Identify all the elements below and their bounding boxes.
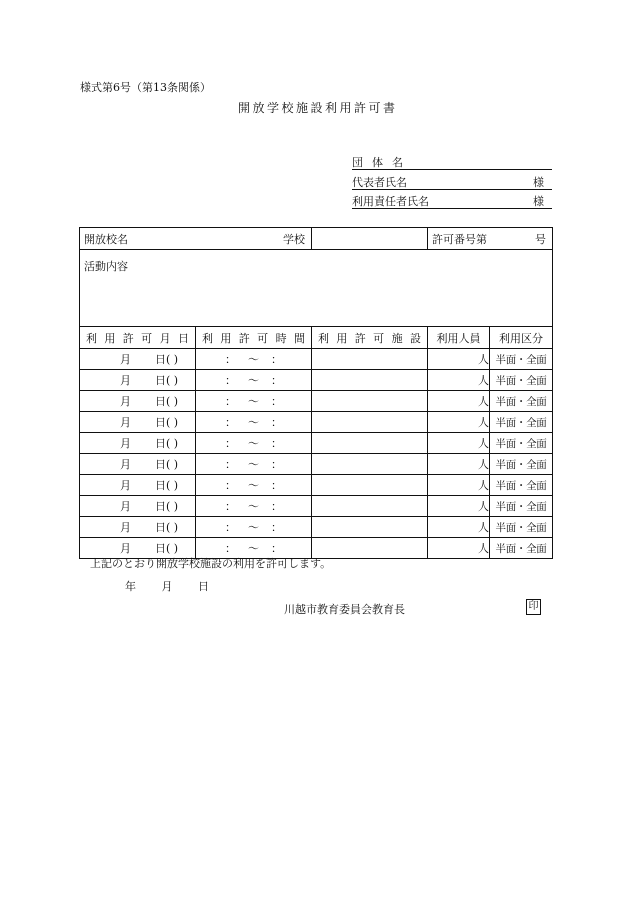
day-label: 日( ) — [155, 458, 179, 471]
blank-cell — [312, 228, 428, 250]
day-label: 日( ) — [155, 521, 179, 534]
month-label: 月 — [120, 416, 131, 429]
people-cell: 人 — [428, 412, 490, 433]
header-char: 許 — [354, 331, 366, 345]
day-label: 日( ) — [155, 395, 179, 408]
time-separator: ～ — [248, 479, 259, 492]
permit-table — [79, 227, 553, 559]
time-cell — [196, 433, 312, 454]
schedule-row — [80, 433, 553, 454]
date-parts — [80, 393, 195, 409]
date-cell — [80, 433, 196, 454]
time-parts — [196, 435, 311, 451]
people-cell: 人 — [428, 475, 490, 496]
time-start-colon: ： — [225, 395, 236, 408]
date-parts — [80, 372, 195, 388]
usage-cell: 半面・全面 — [490, 370, 553, 391]
schedule-row — [80, 349, 553, 370]
responsible-name-label: 利用責任者氏名 — [352, 195, 429, 208]
date-cell — [80, 370, 196, 391]
facility-cell — [312, 433, 428, 454]
header-char: 用 — [220, 331, 232, 345]
facility-cell — [312, 475, 428, 496]
time-end-colon: ： — [271, 500, 282, 513]
usage-cell: 半面・全面 — [490, 454, 553, 475]
honorific: 様 — [533, 176, 544, 189]
month-label: 月 — [120, 437, 131, 450]
day-label: 日( ) — [155, 353, 179, 366]
time-end-colon: ： — [271, 374, 282, 387]
header-facility — [312, 327, 428, 349]
header-char: 時 — [275, 331, 287, 345]
header-char: 可 — [141, 331, 153, 345]
time-separator: ～ — [248, 521, 259, 534]
month-label: 月 — [120, 521, 131, 534]
time-cell — [196, 349, 312, 370]
time-parts — [196, 456, 311, 472]
date-parts — [80, 540, 195, 556]
schedule-row — [80, 496, 553, 517]
facility-cell — [312, 517, 428, 538]
school-row — [80, 228, 553, 250]
day-label: 日( ) — [155, 416, 179, 429]
month-label: 月 — [120, 479, 131, 492]
time-separator: ～ — [248, 353, 259, 366]
activity-cell — [80, 250, 553, 327]
recipient-group-line — [352, 153, 552, 170]
day-label: 日( ) — [155, 500, 179, 513]
permit-number-cell — [428, 228, 553, 250]
time-start-colon: ： — [225, 500, 236, 513]
time-parts — [196, 519, 311, 535]
time-cell — [196, 475, 312, 496]
time-cell — [196, 370, 312, 391]
header-char: 日 — [177, 331, 189, 345]
school-name-label: 開放校名 — [84, 232, 128, 246]
time-separator: ～ — [248, 374, 259, 387]
usage-cell: 半面・全面 — [490, 391, 553, 412]
month-label: 月 — [120, 458, 131, 471]
seal-mark: 印 — [526, 599, 541, 615]
header-char: 許 — [122, 331, 134, 345]
time-end-colon: ： — [271, 458, 282, 471]
representative-name-label: 代表者氏名 — [352, 176, 407, 189]
time-cell — [196, 391, 312, 412]
month-label: 月 — [120, 395, 131, 408]
people-cell: 人 — [428, 538, 490, 559]
document-title: 開放学校施設利用許可書 — [238, 101, 398, 115]
issuer-name: 川越市教育委員会教育長 — [284, 603, 405, 616]
header-people: 利用人員 — [428, 327, 490, 349]
time-separator: ～ — [248, 395, 259, 408]
header-char: 利 — [318, 331, 329, 345]
usage-cell: 半面・全面 — [490, 475, 553, 496]
usage-cell: 半面・全面 — [490, 496, 553, 517]
schedule-row — [80, 412, 553, 433]
time-parts — [196, 540, 311, 556]
usage-cell: 半面・全面 — [490, 538, 553, 559]
header-date — [80, 327, 196, 349]
date-parts — [80, 435, 195, 451]
usage-cell: 半面・全面 — [490, 433, 553, 454]
date-cell — [80, 496, 196, 517]
date-cell — [80, 454, 196, 475]
permit-number-label: 許可番号第 — [432, 232, 487, 246]
schedule-row — [80, 475, 553, 496]
school-name-cell — [80, 228, 312, 250]
schedule-row — [80, 391, 553, 412]
date-cell — [80, 475, 196, 496]
schedule-row — [80, 517, 553, 538]
facility-cell — [312, 496, 428, 517]
people-cell: 人 — [428, 433, 490, 454]
header-char: 設 — [409, 331, 421, 345]
honorific: 様 — [533, 195, 544, 208]
time-end-colon: ： — [271, 395, 282, 408]
day-label: 日( ) — [155, 479, 179, 492]
time-end-colon: ： — [271, 437, 282, 450]
time-cell — [196, 496, 312, 517]
time-parts — [196, 498, 311, 514]
date-cell — [80, 349, 196, 370]
time-start-colon: ： — [225, 353, 236, 366]
time-start-colon: ： — [225, 542, 236, 555]
time-start-colon: ： — [225, 458, 236, 471]
time-separator: ～ — [248, 416, 259, 429]
permit-number-suffix: 号 — [535, 232, 546, 246]
time-end-colon: ： — [271, 416, 282, 429]
form-number: 様式第6号（第13条関係） — [80, 81, 211, 94]
time-end-colon: ： — [271, 353, 282, 366]
header-char: 間 — [293, 331, 305, 345]
header-usage: 利用区分 — [490, 327, 553, 349]
time-cell — [196, 454, 312, 475]
recipient-representative-line — [352, 173, 552, 190]
time-parts — [196, 414, 311, 430]
time-parts — [196, 393, 311, 409]
people-cell: 人 — [428, 370, 490, 391]
time-parts — [196, 372, 311, 388]
month-label: 月 — [120, 542, 131, 555]
date-cell — [80, 412, 196, 433]
day-label: 日( ) — [155, 374, 179, 387]
date-parts — [80, 519, 195, 535]
people-cell: 人 — [428, 496, 490, 517]
date-month-label: 月 — [161, 580, 173, 593]
facility-cell — [312, 454, 428, 475]
date-parts — [80, 498, 195, 514]
header-char: 用 — [104, 331, 116, 345]
time-end-colon: ： — [271, 479, 282, 492]
month-label: 月 — [120, 500, 131, 513]
header-char: 許 — [238, 331, 250, 345]
issue-date — [125, 578, 231, 594]
date-parts — [80, 351, 195, 367]
facility-cell — [312, 349, 428, 370]
date-parts — [80, 456, 195, 472]
time-separator: ～ — [248, 458, 259, 471]
header-time — [196, 327, 312, 349]
time-separator: ～ — [248, 542, 259, 555]
activity-label: 活動内容 — [84, 260, 128, 273]
time-separator: ～ — [248, 437, 259, 450]
time-end-colon: ： — [271, 542, 282, 555]
header-char: 可 — [373, 331, 385, 345]
school-suffix: 学校 — [283, 232, 305, 246]
time-start-colon: ： — [225, 374, 236, 387]
date-parts — [80, 477, 195, 493]
date-cell — [80, 391, 196, 412]
header-char: 利 — [86, 331, 97, 345]
time-cell — [196, 412, 312, 433]
month-label: 月 — [120, 374, 131, 387]
usage-cell: 半面・全面 — [490, 412, 553, 433]
time-start-colon: ： — [225, 479, 236, 492]
permission-statement: 上記のとおり開放学校施設の利用を許可します。 — [90, 557, 332, 570]
activity-row — [80, 250, 553, 327]
date-parts — [80, 414, 195, 430]
time-start-colon: ： — [225, 416, 236, 429]
date-day-label: 日 — [198, 580, 209, 593]
facility-cell — [312, 412, 428, 433]
people-cell: 人 — [428, 391, 490, 412]
date-cell — [80, 517, 196, 538]
header-char: 可 — [257, 331, 269, 345]
schedule-row — [80, 370, 553, 391]
header-char: 用 — [336, 331, 348, 345]
time-start-colon: ： — [225, 437, 236, 450]
time-cell — [196, 517, 312, 538]
facility-cell — [312, 391, 428, 412]
month-label: 月 — [120, 353, 131, 366]
header-char: 施 — [391, 331, 403, 345]
time-start-colon: ： — [225, 521, 236, 534]
facility-cell — [312, 370, 428, 391]
people-cell: 人 — [428, 517, 490, 538]
time-parts — [196, 351, 311, 367]
day-label: 日( ) — [155, 542, 179, 555]
header-char: 利 — [202, 331, 213, 345]
header-char: 月 — [159, 331, 171, 345]
time-end-colon: ： — [271, 521, 282, 534]
time-parts — [196, 477, 311, 493]
recipient-responsible-line — [352, 192, 552, 209]
usage-cell: 半面・全面 — [490, 349, 553, 370]
people-cell: 人 — [428, 454, 490, 475]
people-cell: 人 — [428, 349, 490, 370]
time-separator: ～ — [248, 500, 259, 513]
schedule-row — [80, 454, 553, 475]
date-year-label: 年 — [125, 580, 136, 593]
group-name-label: 団体名 — [352, 156, 412, 169]
header-row — [80, 327, 553, 349]
usage-cell: 半面・全面 — [490, 517, 553, 538]
day-label: 日( ) — [155, 437, 179, 450]
